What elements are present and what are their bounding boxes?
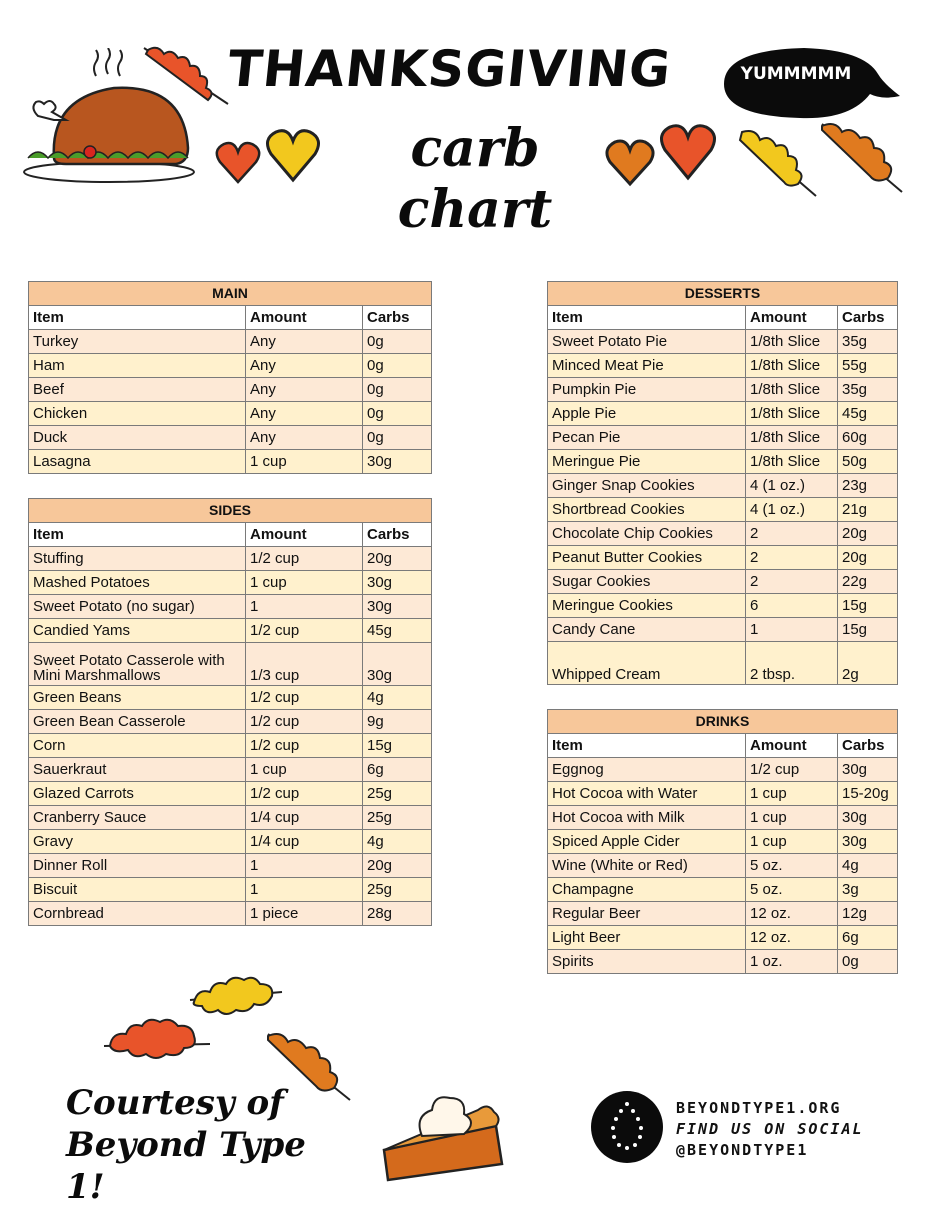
- table-row: [29, 571, 432, 595]
- item-cell: Cornbread: [29, 902, 246, 926]
- carbs-cell: 55g: [838, 354, 898, 378]
- table-header-row: [548, 306, 898, 330]
- amount-cell: 1/8th Slice: [746, 378, 838, 402]
- amount-cell: 1/2 cup: [746, 758, 838, 782]
- carbs-cell: 30g: [363, 643, 432, 686]
- amount-cell: 1/3 cup: [246, 643, 363, 686]
- carbs-cell: 15g: [363, 734, 432, 758]
- amount-cell: 2 tbsp.: [746, 642, 838, 685]
- carbs-cell: 2g: [838, 642, 898, 685]
- table-row: [29, 782, 432, 806]
- social-handle[interactable]: @BEYONDTYPE1: [676, 1141, 809, 1159]
- table-header-row: [29, 306, 432, 330]
- amount-cell: 1: [246, 878, 363, 902]
- amount-cell: 6: [746, 594, 838, 618]
- carbs-cell: 0g: [363, 402, 432, 426]
- amount-cell: 1/8th Slice: [746, 354, 838, 378]
- table-row: [29, 595, 432, 619]
- carbs-cell: 0g: [838, 950, 898, 974]
- carbs-cell: 45g: [363, 619, 432, 643]
- amount-cell: 1/8th Slice: [746, 402, 838, 426]
- amount-cell: 1/2 cup: [246, 547, 363, 571]
- carbs-cell: 30g: [838, 830, 898, 854]
- table-row: [29, 710, 432, 734]
- item-cell: Duck: [29, 426, 246, 450]
- table-row: [548, 522, 898, 546]
- amount-cell: 1/8th Slice: [746, 450, 838, 474]
- amount-cell: 1: [246, 595, 363, 619]
- amount-cell: Any: [246, 378, 363, 402]
- item-cell: Sweet Potato Casserole with Mini Marshmallows: [29, 643, 246, 686]
- carbs-cell: 9g: [363, 710, 432, 734]
- leaf-icon: [140, 42, 236, 112]
- amount-cell: 2: [746, 570, 838, 594]
- amount-cell: 1/2 cup: [246, 710, 363, 734]
- carbs-cell: 20g: [838, 522, 898, 546]
- column-header: Amount: [746, 306, 838, 330]
- carbs-cell: 20g: [363, 547, 432, 571]
- item-cell: Biscuit: [29, 878, 246, 902]
- table-row: [548, 330, 898, 354]
- carbs-cell: 20g: [838, 546, 898, 570]
- page-subtitle: carb chart: [397, 118, 553, 240]
- carbs-cell: 50g: [838, 450, 898, 474]
- section-title: MAIN: [29, 282, 432, 306]
- section-header: [29, 282, 432, 306]
- carbs-cell: 30g: [363, 450, 432, 474]
- amount-cell: 1: [746, 618, 838, 642]
- table-row: [29, 354, 432, 378]
- table-row: [548, 902, 898, 926]
- carbs-cell: 0g: [363, 330, 432, 354]
- table-header-row: [29, 523, 432, 547]
- amount-cell: 1 piece: [246, 902, 363, 926]
- column-header: Carbs: [838, 734, 898, 758]
- item-cell: Dinner Roll: [29, 854, 246, 878]
- amount-cell: 1/8th Slice: [746, 330, 838, 354]
- carbs-cell: 28g: [363, 902, 432, 926]
- amount-cell: 12 oz.: [746, 926, 838, 950]
- item-cell: Regular Beer: [548, 902, 746, 926]
- carbs-cell: 4g: [363, 830, 432, 854]
- amount-cell: 1 cup: [746, 830, 838, 854]
- table-row: [29, 854, 432, 878]
- column-header: Carbs: [363, 523, 432, 547]
- item-cell: Ginger Snap Cookies: [548, 474, 746, 498]
- column-header: Carbs: [363, 306, 432, 330]
- table-row: [548, 546, 898, 570]
- amount-cell: 1/4 cup: [246, 806, 363, 830]
- table-row: [548, 782, 898, 806]
- table-row: [29, 758, 432, 782]
- section-header: [548, 710, 898, 734]
- table-row: [548, 950, 898, 974]
- item-cell: Champagne: [548, 878, 746, 902]
- table-row: [29, 450, 432, 474]
- carbs-cell: 0g: [363, 378, 432, 402]
- item-cell: Lasagna: [29, 450, 246, 474]
- item-cell: Meringue Cookies: [548, 594, 746, 618]
- carbs-cell: 30g: [838, 806, 898, 830]
- item-cell: Spiced Apple Cider: [548, 830, 746, 854]
- item-cell: Whipped Cream: [548, 642, 746, 685]
- item-cell: Sugar Cookies: [548, 570, 746, 594]
- carbs-cell: 15g: [838, 594, 898, 618]
- item-cell: Gravy: [29, 830, 246, 854]
- table-row: [29, 426, 432, 450]
- table-row: [548, 830, 898, 854]
- heart-icon: [264, 128, 322, 186]
- section-header: [548, 282, 898, 306]
- column-header: Amount: [746, 734, 838, 758]
- amount-cell: 1/2 cup: [246, 686, 363, 710]
- item-cell: Hot Cocoa with Milk: [548, 806, 746, 830]
- item-cell: Chicken: [29, 402, 246, 426]
- table-row: [29, 830, 432, 854]
- speech-bubble-icon: [714, 44, 902, 124]
- carbs-cell: 25g: [363, 806, 432, 830]
- sides-table: [28, 498, 432, 926]
- beyond-type-1-logo-icon: [590, 1090, 664, 1164]
- amount-cell: 1 cup: [746, 806, 838, 830]
- table-row: [29, 686, 432, 710]
- table-row: [29, 378, 432, 402]
- carbs-cell: 60g: [838, 426, 898, 450]
- amount-cell: Any: [246, 402, 363, 426]
- carbs-cell: 21g: [838, 498, 898, 522]
- drinks-table: [547, 709, 898, 974]
- table-row: [548, 354, 898, 378]
- speech-bubble-text: YUMMMMM: [740, 64, 852, 84]
- table-row: [548, 402, 898, 426]
- carbs-cell: 30g: [838, 758, 898, 782]
- carbs-cell: 6g: [838, 926, 898, 950]
- item-cell: Green Beans: [29, 686, 246, 710]
- carbs-cell: 15-20g: [838, 782, 898, 806]
- amount-cell: 1/2 cup: [246, 619, 363, 643]
- heart-icon: [214, 140, 262, 188]
- courtesy-line-2: Beyond Type 1!: [66, 1125, 306, 1207]
- carbs-cell: 30g: [363, 595, 432, 619]
- item-cell: Cranberry Sauce: [29, 806, 246, 830]
- section-title: DESSERTS: [548, 282, 898, 306]
- desserts-table: [547, 281, 898, 685]
- carbs-cell: 35g: [838, 378, 898, 402]
- item-cell: Sweet Potato (no sugar): [29, 595, 246, 619]
- table-row: [548, 594, 898, 618]
- table-row: [29, 619, 432, 643]
- amount-cell: 1: [246, 854, 363, 878]
- table-row: [548, 450, 898, 474]
- carbs-cell: 35g: [838, 330, 898, 354]
- item-cell: Pecan Pie: [548, 426, 746, 450]
- amount-cell: 1/4 cup: [246, 830, 363, 854]
- amount-cell: 1 cup: [246, 450, 363, 474]
- table-row: [29, 547, 432, 571]
- table-row: [548, 378, 898, 402]
- amount-cell: 1 cup: [246, 758, 363, 782]
- table-row: [548, 474, 898, 498]
- item-cell: Beef: [29, 378, 246, 402]
- carbs-cell: 4g: [838, 854, 898, 878]
- table-row: [29, 806, 432, 830]
- item-cell: Wine (White or Red): [548, 854, 746, 878]
- amount-cell: 5 oz.: [746, 878, 838, 902]
- table-row: [548, 570, 898, 594]
- amount-cell: 4 (1 oz.): [746, 498, 838, 522]
- column-header: Item: [548, 734, 746, 758]
- table-row: [29, 734, 432, 758]
- table-row: [29, 643, 432, 686]
- item-cell: Mashed Potatoes: [29, 571, 246, 595]
- carbs-cell: 20g: [363, 854, 432, 878]
- item-cell: Minced Meat Pie: [548, 354, 746, 378]
- main-table: [28, 281, 432, 474]
- carbs-cell: 25g: [363, 782, 432, 806]
- table-row: [29, 402, 432, 426]
- item-cell: Glazed Carrots: [29, 782, 246, 806]
- table-row: [548, 642, 898, 685]
- item-cell: Chocolate Chip Cookies: [548, 522, 746, 546]
- amount-cell: 2: [746, 546, 838, 570]
- table-row: [29, 902, 432, 926]
- table-row: [548, 878, 898, 902]
- table-row: [548, 854, 898, 878]
- item-cell: Pumpkin Pie: [548, 378, 746, 402]
- section-title: DRINKS: [548, 710, 898, 734]
- item-cell: Turkey: [29, 330, 246, 354]
- table-row: [548, 806, 898, 830]
- item-cell: Candy Cane: [548, 618, 746, 642]
- table-row: [548, 926, 898, 950]
- item-cell: Green Bean Casserole: [29, 710, 246, 734]
- amount-cell: 1/2 cup: [246, 734, 363, 758]
- carbs-cell: 12g: [838, 902, 898, 926]
- social-info: [676, 1098, 916, 1161]
- item-cell: Hot Cocoa with Water: [548, 782, 746, 806]
- column-header: Item: [548, 306, 746, 330]
- carbs-cell: 23g: [838, 474, 898, 498]
- item-cell: Corn: [29, 734, 246, 758]
- website-link[interactable]: BEYONDTYPE1.ORG: [676, 1099, 842, 1117]
- item-cell: Apple Pie: [548, 402, 746, 426]
- leaf-icon: [100, 1016, 214, 1072]
- amount-cell: 4 (1 oz.): [746, 474, 838, 498]
- courtesy-line-1: Courtesy of: [66, 1083, 284, 1123]
- amount-cell: 1/8th Slice: [746, 426, 838, 450]
- social-caption: FIND US ON SOCIAL: [676, 1120, 864, 1138]
- item-cell: Stuffing: [29, 547, 246, 571]
- column-header: Carbs: [838, 306, 898, 330]
- item-cell: Ham: [29, 354, 246, 378]
- section-title: SIDES: [29, 499, 432, 523]
- table-row: [548, 498, 898, 522]
- pie-icon: [378, 1090, 508, 1186]
- item-cell: Peanut Butter Cookies: [548, 546, 746, 570]
- table-row: [548, 618, 898, 642]
- table-header-row: [548, 734, 898, 758]
- carbs-cell: 25g: [363, 878, 432, 902]
- item-cell: Eggnog: [548, 758, 746, 782]
- table-row: [29, 878, 432, 902]
- carbs-cell: 15g: [838, 618, 898, 642]
- carbs-cell: 4g: [363, 686, 432, 710]
- item-cell: Shortbread Cookies: [548, 498, 746, 522]
- amount-cell: 1/2 cup: [246, 782, 363, 806]
- section-header: [29, 499, 432, 523]
- leaf-icon: [734, 126, 824, 200]
- amount-cell: 12 oz.: [746, 902, 838, 926]
- amount-cell: 2: [746, 522, 838, 546]
- column-header: Amount: [246, 306, 363, 330]
- table-row: [548, 758, 898, 782]
- heart-icon: [658, 122, 718, 184]
- amount-cell: Any: [246, 354, 363, 378]
- column-header: Item: [29, 523, 246, 547]
- leaf-icon: [816, 118, 908, 198]
- amount-cell: 1 oz.: [746, 950, 838, 974]
- carbs-cell: 6g: [363, 758, 432, 782]
- item-cell: Meringue Pie: [548, 450, 746, 474]
- item-cell: Spirits: [548, 950, 746, 974]
- heart-icon: [604, 138, 656, 190]
- carbs-cell: 30g: [363, 571, 432, 595]
- page-title: THANKSGIVING: [224, 40, 675, 98]
- amount-cell: 5 oz.: [746, 854, 838, 878]
- amount-cell: 1 cup: [746, 782, 838, 806]
- carbs-cell: 22g: [838, 570, 898, 594]
- amount-cell: Any: [246, 426, 363, 450]
- courtesy-text: [66, 1082, 316, 1208]
- amount-cell: 1 cup: [246, 571, 363, 595]
- item-cell: Light Beer: [548, 926, 746, 950]
- carbs-cell: 0g: [363, 426, 432, 450]
- column-header: Amount: [246, 523, 363, 547]
- table-row: [548, 426, 898, 450]
- amount-cell: Any: [246, 330, 363, 354]
- item-cell: Sweet Potato Pie: [548, 330, 746, 354]
- item-cell: Candied Yams: [29, 619, 246, 643]
- column-header: Item: [29, 306, 246, 330]
- carbs-cell: 0g: [363, 354, 432, 378]
- carbs-cell: 45g: [838, 402, 898, 426]
- item-cell: Sauerkraut: [29, 758, 246, 782]
- table-row: [29, 330, 432, 354]
- carbs-cell: 3g: [838, 878, 898, 902]
